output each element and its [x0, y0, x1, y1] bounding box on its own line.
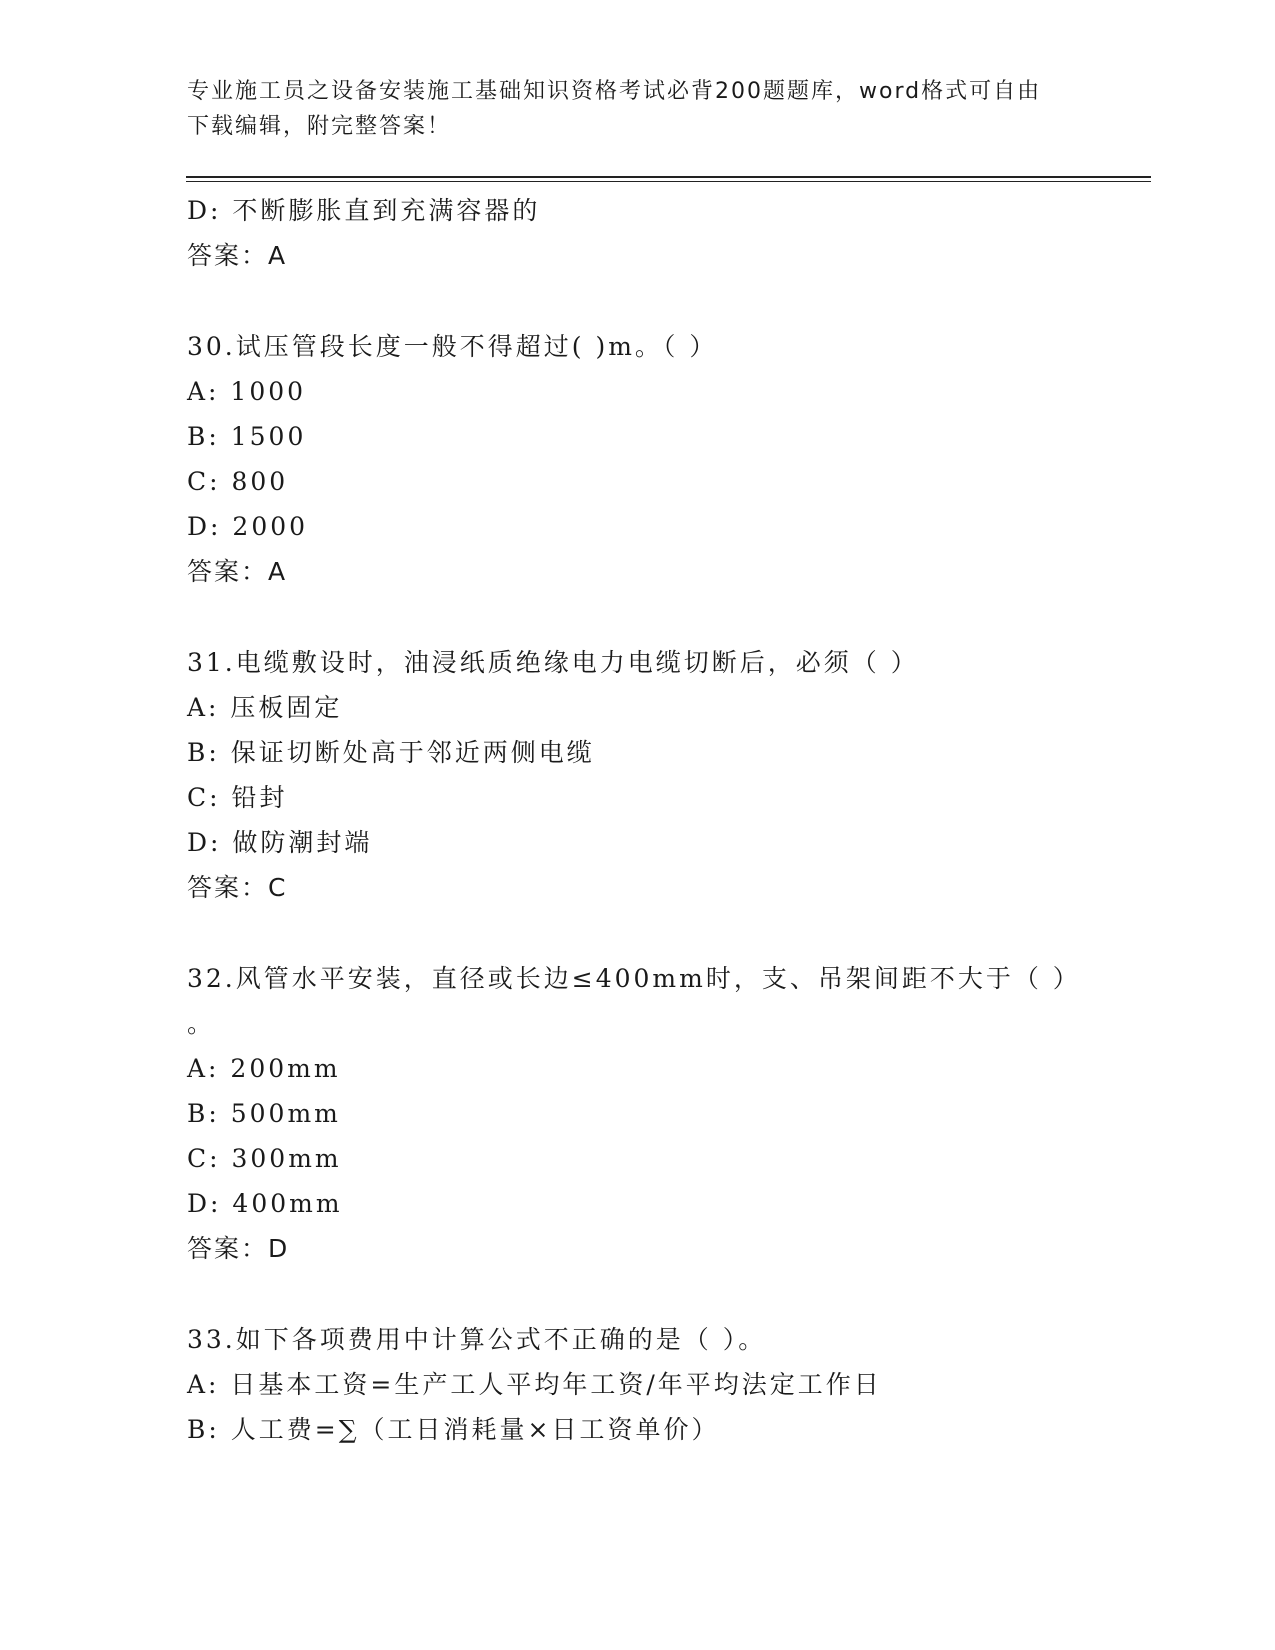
option-a: A: 1000 — [187, 377, 307, 406]
question-stem-continuation: 。 — [187, 1009, 216, 1038]
question-stem: 30.试压管段长度一般不得超过( )m。（ ） — [187, 332, 718, 361]
option-b: B: 保证切断处高于邻近两侧电缆 — [187, 738, 595, 767]
spacer — [187, 278, 1087, 324]
option-c: C: 800 — [187, 467, 289, 496]
option-c: C: 300mm — [187, 1144, 342, 1173]
answer-line: 答案：D — [187, 1234, 290, 1263]
answer-line: 答案：C — [187, 873, 288, 902]
question-30 — [187, 324, 1087, 594]
question-33 — [187, 1317, 1087, 1452]
option-d: D: 2000 — [187, 512, 309, 541]
header-title-line-1: 专业施工员之设备安装施工基础知识资格考试必背200题题库，word格式可自由 — [187, 79, 1042, 104]
question-31 — [187, 640, 1087, 910]
option-a: A: 压板固定 — [187, 693, 343, 722]
question-32 — [187, 956, 1087, 1271]
question-stem: 33.如下各项费用中计算公式不正确的是（ ）。 — [187, 1325, 767, 1354]
spacer — [187, 1271, 1087, 1317]
answer-line: 答案：A — [187, 241, 288, 270]
option-b: B: 1500 — [187, 422, 307, 451]
question-stem: 31.电缆敷设时，油浸纸质绝缘电力电缆切断后，必须（ ） — [187, 648, 919, 677]
option-d: D: 做防潮封端 — [187, 828, 373, 857]
header-title-line-2: 下载编辑，附完整答案！ — [187, 114, 452, 139]
option-b: B: 人工费=∑（工日消耗量×日工资单价） — [187, 1415, 720, 1444]
option-a: A: 日基本工资=生产工人平均年工资/年平均法定工作日 — [187, 1370, 882, 1399]
option-b: B: 500mm — [187, 1099, 341, 1128]
spacer — [187, 594, 1087, 640]
header-divider-thin — [186, 181, 1151, 182]
option-a: A: 200mm — [187, 1054, 341, 1083]
header-divider-thick — [186, 176, 1151, 178]
spacer — [187, 910, 1087, 956]
question-list — [187, 188, 1087, 1452]
document-header — [187, 74, 1067, 144]
answer-line: 答案：A — [187, 557, 288, 586]
option-d: D: 400mm — [187, 1189, 343, 1218]
option-d: D: 不断膨胀直到充满容器的 — [187, 196, 541, 225]
option-c: C: 铅封 — [187, 783, 288, 812]
question-stem: 32.风管水平安装，直径或长边≤400mm时，支、吊架间距不大于（ ） — [187, 964, 1081, 993]
previous-question-tail — [187, 188, 1087, 278]
